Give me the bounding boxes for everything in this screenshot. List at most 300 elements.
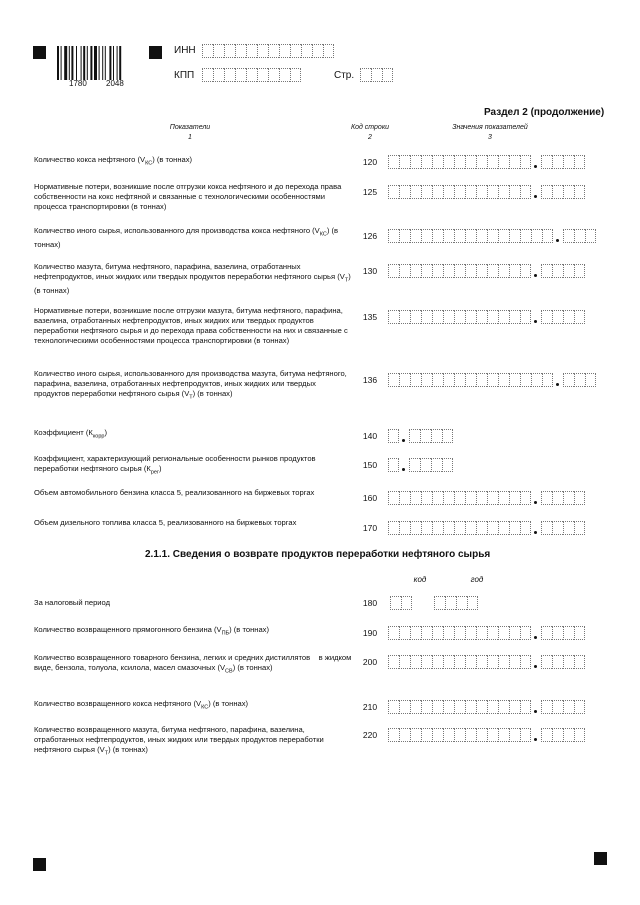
input-cell[interactable] (563, 229, 574, 243)
input-cell[interactable] (290, 68, 301, 82)
input-cell[interactable] (388, 310, 399, 324)
input-cell[interactable] (410, 373, 421, 387)
input-cell[interactable] (454, 310, 465, 324)
input-cell[interactable] (202, 44, 213, 58)
input-cell[interactable] (498, 626, 509, 640)
input-cell[interactable] (246, 68, 257, 82)
value-fraction-part-field[interactable] (541, 728, 585, 742)
input-cell[interactable] (410, 264, 421, 278)
input-cell[interactable] (443, 229, 454, 243)
input-cell[interactable] (443, 310, 454, 324)
input-cell[interactable] (542, 373, 553, 387)
input-cell[interactable] (476, 491, 487, 505)
decimal-point (534, 665, 537, 668)
input-cell[interactable] (520, 155, 531, 169)
input-cell[interactable] (454, 728, 465, 742)
input-cell[interactable] (498, 229, 509, 243)
input-cell[interactable] (541, 521, 552, 535)
input-cell[interactable] (465, 491, 476, 505)
input-cell[interactable] (235, 44, 246, 58)
value-integer-part-field[interactable] (388, 700, 531, 714)
input-cell[interactable] (399, 728, 410, 742)
input-cell[interactable] (487, 491, 498, 505)
input-cell[interactable] (443, 626, 454, 640)
barcode-bar (94, 46, 97, 80)
input-cell[interactable] (465, 310, 476, 324)
input-cell[interactable] (388, 655, 399, 669)
input-cell[interactable] (542, 229, 553, 243)
input-cell[interactable] (442, 429, 453, 443)
input-cell[interactable] (509, 521, 520, 535)
input-cell[interactable] (476, 521, 487, 535)
input-cell[interactable] (476, 700, 487, 714)
input-cell[interactable] (552, 728, 563, 742)
input-cell[interactable] (585, 373, 596, 387)
input-cell[interactable] (541, 155, 552, 169)
input-cell[interactable] (443, 728, 454, 742)
input-cell[interactable] (432, 491, 443, 505)
input-cell[interactable] (552, 626, 563, 640)
input-cell[interactable] (399, 491, 410, 505)
input-cell[interactable] (541, 185, 552, 199)
value-fraction-part-field[interactable] (409, 458, 453, 472)
input-cell[interactable] (509, 728, 520, 742)
input-cell[interactable] (476, 229, 487, 243)
value-integer-part-field[interactable] (388, 655, 531, 669)
input-cell[interactable] (399, 185, 410, 199)
input-cell[interactable] (454, 491, 465, 505)
indicator-label: Количество возвращенного мазута, битума нефтяного, парафина, вазелина, отработанных нефтепродуктов, иных жидких или твердых продуктов переработки нефтяного сырья $(V_Т)$ (в тоннах) (34, 725, 324, 757)
input-cell[interactable] (420, 429, 431, 443)
input-cell[interactable] (531, 373, 542, 387)
input-cell[interactable] (456, 596, 467, 610)
input-cell[interactable] (520, 626, 531, 640)
value-fraction-part-field[interactable] (541, 700, 585, 714)
input-cell[interactable] (246, 44, 257, 58)
input-cell[interactable] (421, 155, 432, 169)
input-cell[interactable] (520, 373, 531, 387)
input-cell[interactable] (465, 521, 476, 535)
indicator-label: Количество возвращенного кокса нефтяного $(V_{КС})$ (в тоннах) (34, 699, 249, 711)
input-cell[interactable] (388, 155, 399, 169)
input-cell[interactable] (465, 700, 476, 714)
input-cell[interactable] (574, 700, 585, 714)
input-cell[interactable] (390, 596, 401, 610)
input-cell[interactable] (465, 728, 476, 742)
value-integer-part-field[interactable] (388, 429, 399, 443)
input-cell[interactable] (487, 229, 498, 243)
input-cell[interactable] (574, 264, 585, 278)
input-cell[interactable] (454, 155, 465, 169)
barcode (57, 44, 135, 82)
input-cell[interactable] (410, 700, 421, 714)
input-cell[interactable] (443, 155, 454, 169)
input-cell[interactable] (487, 626, 498, 640)
input-cell[interactable] (465, 185, 476, 199)
value-integer-part-field[interactable] (388, 155, 531, 169)
input-cell[interactable] (465, 373, 476, 387)
input-cell[interactable] (410, 655, 421, 669)
input-cell[interactable] (541, 655, 552, 669)
input-cell[interactable] (574, 521, 585, 535)
input-cell[interactable] (552, 655, 563, 669)
value-integer-part-field[interactable] (388, 521, 531, 535)
input-cell[interactable] (454, 655, 465, 669)
input-cell[interactable] (421, 521, 432, 535)
input-cell[interactable] (202, 68, 213, 82)
input-cell[interactable] (574, 373, 585, 387)
input-cell[interactable] (552, 185, 563, 199)
period-code-field[interactable] (390, 596, 412, 610)
input-cell[interactable] (563, 626, 574, 640)
input-cell[interactable] (421, 310, 432, 324)
input-cell[interactable] (520, 264, 531, 278)
value-integer-part-field[interactable] (388, 264, 531, 278)
column-header-code: Код строки (350, 124, 390, 131)
input-cell[interactable] (574, 491, 585, 505)
input-cell[interactable] (399, 229, 410, 243)
input-cell[interactable] (399, 521, 410, 535)
input-cell[interactable] (399, 310, 410, 324)
input-cell[interactable] (410, 229, 421, 243)
value-integer-part-field[interactable] (388, 458, 399, 472)
input-cell[interactable] (585, 229, 596, 243)
input-cell[interactable] (410, 728, 421, 742)
input-cell[interactable] (574, 155, 585, 169)
input-cell[interactable] (476, 310, 487, 324)
input-cell[interactable] (498, 728, 509, 742)
input-cell[interactable] (476, 155, 487, 169)
input-cell[interactable] (421, 700, 432, 714)
input-cell[interactable] (421, 655, 432, 669)
input-cell[interactable] (432, 728, 443, 742)
value-fraction-part-field[interactable] (541, 310, 585, 324)
input-cell[interactable] (563, 521, 574, 535)
input-cell[interactable] (443, 373, 454, 387)
input-cell[interactable] (487, 264, 498, 278)
input-cell[interactable] (487, 310, 498, 324)
input-cell[interactable] (563, 700, 574, 714)
input-cell[interactable] (509, 310, 520, 324)
input-cell[interactable] (465, 155, 476, 169)
input-cell[interactable] (360, 68, 371, 82)
input-cell[interactable] (552, 155, 563, 169)
input-cell[interactable] (520, 728, 531, 742)
input-cell[interactable] (431, 458, 442, 472)
line-code: 220 (362, 730, 378, 740)
input-cell[interactable] (563, 264, 574, 278)
line-code: 125 (362, 187, 378, 197)
input-cell[interactable] (432, 185, 443, 199)
barcode-bar (117, 46, 118, 80)
input-cell[interactable] (541, 626, 552, 640)
value-integer-part-field[interactable] (388, 728, 531, 742)
input-cell[interactable] (443, 700, 454, 714)
page-number-field[interactable] (360, 68, 393, 82)
input-cell[interactable] (388, 229, 399, 243)
input-cell[interactable] (268, 68, 279, 82)
value-fraction-part-field[interactable] (541, 521, 585, 535)
input-cell[interactable] (434, 596, 445, 610)
input-cell[interactable] (442, 458, 453, 472)
input-cell[interactable] (509, 229, 520, 243)
input-cell[interactable] (454, 229, 465, 243)
input-cell[interactable] (520, 310, 531, 324)
input-cell[interactable] (388, 521, 399, 535)
input-cell[interactable] (257, 44, 268, 58)
input-cell[interactable] (552, 264, 563, 278)
input-cell[interactable] (487, 373, 498, 387)
input-cell[interactable] (399, 700, 410, 714)
input-cell[interactable] (465, 229, 476, 243)
input-cell[interactable] (509, 491, 520, 505)
input-cell[interactable] (498, 185, 509, 199)
input-cell[interactable] (410, 185, 421, 199)
input-cell[interactable] (520, 491, 531, 505)
input-cell[interactable] (224, 68, 235, 82)
input-cell[interactable] (574, 310, 585, 324)
input-cell[interactable] (421, 229, 432, 243)
input-cell[interactable] (520, 185, 531, 199)
indicator-label: Количество кокса нефтяного $(V_{КС})$ (в тоннах) (34, 155, 193, 167)
value-integer-part-field[interactable] (388, 310, 531, 324)
input-cell[interactable] (279, 44, 290, 58)
barcode-number-right: 2048 (106, 79, 124, 88)
value-fraction-part-field[interactable] (563, 373, 596, 387)
input-cell[interactable] (465, 626, 476, 640)
input-cell[interactable] (454, 626, 465, 640)
input-cell[interactable] (454, 373, 465, 387)
decimal-point (402, 439, 405, 442)
line-code: 190 (362, 628, 378, 638)
input-cell[interactable] (541, 700, 552, 714)
input-cell[interactable] (574, 185, 585, 199)
input-cell[interactable] (432, 310, 443, 324)
input-cell[interactable] (476, 264, 487, 278)
input-cell[interactable] (563, 728, 574, 742)
input-cell[interactable] (498, 700, 509, 714)
input-cell[interactable] (520, 655, 531, 669)
input-cell[interactable] (563, 655, 574, 669)
input-cell[interactable] (213, 44, 224, 58)
value-fraction-part-field[interactable] (541, 155, 585, 169)
input-cell[interactable] (432, 655, 443, 669)
input-cell[interactable] (552, 310, 563, 324)
input-cell[interactable] (432, 521, 443, 535)
barcode-bar (83, 46, 85, 80)
input-cell[interactable] (382, 68, 393, 82)
indicator-label: Объем автомобильного бензина класса 5, реализованного на биржевых торгах (34, 488, 315, 497)
input-cell[interactable] (487, 700, 498, 714)
input-cell[interactable] (487, 728, 498, 742)
input-cell[interactable] (487, 155, 498, 169)
input-cell[interactable] (476, 626, 487, 640)
input-cell[interactable] (388, 491, 399, 505)
inn-field[interactable] (202, 44, 334, 58)
input-cell[interactable] (476, 728, 487, 742)
indicator-label: Количество иного сырья, использованного для производства мазута, битума нефтяного, парафина, вазелина, отработанных нефтепродуктов, иных жидких или твердых продуктов переработки нефтяного сырья $(V_Т)$ (в тоннах) (34, 369, 347, 401)
input-cell[interactable] (410, 155, 421, 169)
input-cell[interactable] (432, 264, 443, 278)
input-cell[interactable] (213, 68, 224, 82)
input-cell[interactable] (371, 68, 382, 82)
input-cell[interactable] (541, 264, 552, 278)
input-cell[interactable] (563, 155, 574, 169)
input-cell[interactable] (443, 491, 454, 505)
input-cell[interactable] (268, 44, 279, 58)
input-cell[interactable] (301, 44, 312, 58)
input-cell[interactable] (552, 521, 563, 535)
input-cell[interactable] (388, 264, 399, 278)
input-cell[interactable] (279, 68, 290, 82)
input-cell[interactable] (498, 155, 509, 169)
input-cell[interactable] (541, 491, 552, 505)
input-cell[interactable] (552, 700, 563, 714)
input-cell[interactable] (323, 44, 334, 58)
input-cell[interactable] (421, 264, 432, 278)
input-cell[interactable] (509, 655, 520, 669)
input-cell[interactable] (520, 229, 531, 243)
value-fraction-part-field[interactable] (541, 655, 585, 669)
value-fraction-part-field[interactable] (409, 429, 453, 443)
input-cell[interactable] (399, 655, 410, 669)
input-cell[interactable] (235, 68, 246, 82)
input-cell[interactable] (454, 700, 465, 714)
input-cell[interactable] (454, 185, 465, 199)
input-cell[interactable] (509, 264, 520, 278)
line-code: 135 (362, 312, 378, 322)
input-cell[interactable] (563, 310, 574, 324)
input-cell[interactable] (399, 373, 410, 387)
input-cell[interactable] (563, 185, 574, 199)
input-cell[interactable] (257, 68, 268, 82)
column-header-year: год (470, 575, 484, 584)
input-cell[interactable] (388, 185, 399, 199)
input-cell[interactable] (509, 700, 520, 714)
input-cell[interactable] (224, 44, 235, 58)
input-cell[interactable] (399, 155, 410, 169)
input-cell[interactable] (432, 700, 443, 714)
input-cell[interactable] (388, 429, 399, 443)
input-cell[interactable] (443, 521, 454, 535)
input-cell[interactable] (388, 458, 399, 472)
input-cell[interactable] (388, 700, 399, 714)
input-cell[interactable] (498, 264, 509, 278)
barcode-bar (76, 46, 77, 80)
input-cell[interactable] (509, 185, 520, 199)
input-cell[interactable] (563, 491, 574, 505)
value-integer-part-field[interactable] (388, 229, 553, 243)
input-cell[interactable] (388, 728, 399, 742)
input-cell[interactable] (531, 229, 542, 243)
input-cell[interactable] (454, 521, 465, 535)
year-field[interactable] (434, 596, 478, 610)
column-number-1: 1 (188, 134, 192, 141)
value-fraction-part-field[interactable] (541, 185, 585, 199)
input-cell[interactable] (509, 155, 520, 169)
input-cell[interactable] (443, 655, 454, 669)
input-cell[interactable] (421, 626, 432, 640)
line-code: 136 (362, 375, 378, 385)
input-cell[interactable] (476, 185, 487, 199)
input-cell[interactable] (454, 264, 465, 278)
input-cell[interactable] (443, 185, 454, 199)
value-integer-part-field[interactable] (388, 373, 553, 387)
input-cell[interactable] (410, 491, 421, 505)
input-cell[interactable] (421, 491, 432, 505)
input-cell[interactable] (574, 229, 585, 243)
input-cell[interactable] (421, 185, 432, 199)
input-cell[interactable] (421, 728, 432, 742)
input-cell[interactable] (410, 310, 421, 324)
input-cell[interactable] (520, 700, 531, 714)
input-cell[interactable] (443, 264, 454, 278)
input-cell[interactable] (509, 373, 520, 387)
input-cell[interactable] (432, 155, 443, 169)
kpp-field[interactable] (202, 68, 301, 82)
value-integer-part-field[interactable] (388, 185, 531, 199)
input-cell[interactable] (498, 373, 509, 387)
input-cell[interactable] (388, 626, 399, 640)
value-fraction-part-field[interactable] (541, 264, 585, 278)
value-fraction-part-field[interactable] (541, 491, 585, 505)
input-cell[interactable] (409, 429, 420, 443)
input-cell[interactable] (487, 185, 498, 199)
value-fraction-part-field[interactable] (541, 626, 585, 640)
input-cell[interactable] (467, 596, 478, 610)
input-cell[interactable] (509, 626, 520, 640)
input-cell[interactable] (410, 521, 421, 535)
input-cell[interactable] (541, 310, 552, 324)
input-cell[interactable] (410, 626, 421, 640)
input-cell[interactable] (399, 264, 410, 278)
input-cell[interactable] (574, 655, 585, 669)
input-cell[interactable] (552, 491, 563, 505)
value-integer-part-field[interactable] (388, 491, 531, 505)
input-cell[interactable] (476, 373, 487, 387)
input-cell[interactable] (432, 373, 443, 387)
input-cell[interactable] (498, 310, 509, 324)
input-cell[interactable] (431, 429, 442, 443)
input-cell[interactable] (487, 521, 498, 535)
input-cell[interactable] (563, 373, 574, 387)
input-cell[interactable] (432, 626, 443, 640)
input-cell[interactable] (465, 655, 476, 669)
input-cell[interactable] (420, 458, 431, 472)
input-cell[interactable] (487, 655, 498, 669)
input-cell[interactable] (401, 596, 412, 610)
input-cell[interactable] (498, 521, 509, 535)
input-cell[interactable] (574, 626, 585, 640)
input-cell[interactable] (520, 521, 531, 535)
input-cell[interactable] (574, 728, 585, 742)
input-cell[interactable] (465, 264, 476, 278)
input-cell[interactable] (541, 728, 552, 742)
input-cell[interactable] (498, 491, 509, 505)
input-cell[interactable] (421, 373, 432, 387)
value-integer-part-field[interactable] (388, 626, 531, 640)
input-cell[interactable] (312, 44, 323, 58)
input-cell[interactable] (432, 229, 443, 243)
input-cell[interactable] (388, 373, 399, 387)
input-cell[interactable] (445, 596, 456, 610)
input-cell[interactable] (476, 655, 487, 669)
input-cell[interactable] (498, 655, 509, 669)
input-cell[interactable] (290, 44, 301, 58)
input-cell[interactable] (409, 458, 420, 472)
input-cell[interactable] (399, 626, 410, 640)
value-fraction-part-field[interactable] (563, 229, 596, 243)
